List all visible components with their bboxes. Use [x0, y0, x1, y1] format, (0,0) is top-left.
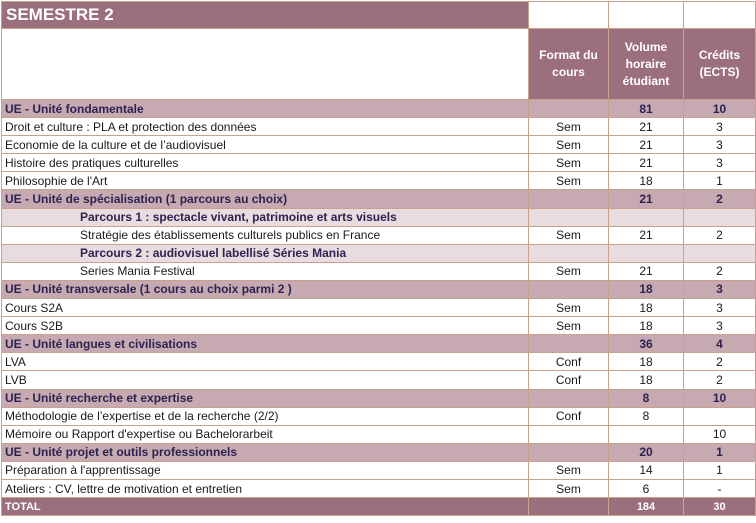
course-row: [2, 226, 756, 244]
row-volume: 20: [609, 443, 684, 461]
row-volume: 21: [609, 154, 684, 172]
row-label: UE - Unité de spécialisation (1 parcours au choix): [2, 190, 529, 208]
ue-row: [2, 100, 756, 118]
row-credits: 2: [684, 353, 756, 371]
row-format: Conf: [529, 371, 609, 389]
row-credits: 1: [684, 443, 756, 461]
course-row: [2, 262, 756, 280]
row-volume: 18: [609, 299, 684, 317]
row-format: Sem: [529, 461, 609, 479]
row-format: Sem: [529, 226, 609, 244]
row-label: Mémoire ou Rapport d'expertise ou Bachelorarbeit: [2, 425, 529, 443]
row-credits: [684, 208, 756, 226]
row-credits: 10: [684, 100, 756, 118]
course-row: [2, 136, 756, 154]
total-credits: 30: [684, 498, 756, 516]
total-format-cell: [529, 498, 609, 516]
row-volume: [609, 425, 684, 443]
row-credits: -: [684, 479, 756, 497]
row-credits: 2: [684, 190, 756, 208]
row-volume: 18: [609, 353, 684, 371]
row-label: LVA: [2, 353, 529, 371]
row-format: [529, 335, 609, 353]
course-row: [2, 172, 756, 190]
row-label: Ateliers : CV, lettre de motivation et entretien: [2, 479, 529, 497]
row-credits: [684, 244, 756, 262]
course-row: [2, 299, 756, 317]
header-blank-cell: [2, 29, 529, 100]
row-label: UE - Unité langues et civilisations: [2, 335, 529, 353]
row-format: Sem: [529, 317, 609, 335]
row-volume: 18: [609, 317, 684, 335]
row-volume: 18: [609, 280, 684, 298]
row-credits: 1: [684, 461, 756, 479]
row-label: Cours S2B: [2, 317, 529, 335]
row-credits: 3: [684, 118, 756, 136]
parcours-row: [2, 208, 756, 226]
row-volume: 18: [609, 371, 684, 389]
row-label: Méthodologie de l’expertise et de la recherche (2/2): [2, 407, 529, 425]
total-label: TOTAL: [2, 498, 529, 516]
total-row: [2, 498, 756, 516]
row-label: UE - Unité projet et outils professionnels: [2, 443, 529, 461]
row-label: Economie de la culture et de l’audiovisuel: [2, 136, 529, 154]
row-format: Sem: [529, 154, 609, 172]
row-credits: [684, 407, 756, 425]
semester-title: SEMESTRE 2: [2, 2, 529, 29]
ue-row: [2, 443, 756, 461]
row-credits: 3: [684, 154, 756, 172]
title-blank-cell: [609, 2, 684, 29]
row-volume: 81: [609, 100, 684, 118]
parcours-row: [2, 244, 756, 262]
row-format: Conf: [529, 353, 609, 371]
row-credits: 10: [684, 425, 756, 443]
row-label: Parcours 1 : spectacle vivant, patrimoine et arts visuels: [2, 208, 529, 226]
ue-row: [2, 389, 756, 407]
course-row: [2, 407, 756, 425]
row-label: UE - Unité recherche et expertise: [2, 389, 529, 407]
row-volume: 14: [609, 461, 684, 479]
title-row: [2, 2, 756, 29]
ue-row: [2, 190, 756, 208]
row-credits: 3: [684, 299, 756, 317]
course-row: [2, 317, 756, 335]
row-credits: 4: [684, 335, 756, 353]
row-format: [529, 443, 609, 461]
row-format: Sem: [529, 299, 609, 317]
course-row: [2, 461, 756, 479]
title-blank-cell: [684, 2, 756, 29]
row-volume: 21: [609, 136, 684, 154]
header-format: Format du cours: [529, 29, 609, 100]
header-row: [2, 29, 756, 100]
row-format: [529, 244, 609, 262]
header-volume: Volume horaire étudiant: [609, 29, 684, 100]
row-label: Cours S2A: [2, 299, 529, 317]
row-label: LVB: [2, 371, 529, 389]
course-row: [2, 479, 756, 497]
row-format: Sem: [529, 262, 609, 280]
row-volume: [609, 208, 684, 226]
row-credits: 3: [684, 317, 756, 335]
row-volume: 6: [609, 479, 684, 497]
row-volume: 8: [609, 389, 684, 407]
row-credits: 1: [684, 172, 756, 190]
row-label: Histoire des pratiques culturelles: [2, 154, 529, 172]
row-label: UE - Unité fondamentale: [2, 100, 529, 118]
row-credits: 3: [684, 280, 756, 298]
row-format: [529, 280, 609, 298]
row-format: [529, 208, 609, 226]
course-row: [2, 118, 756, 136]
ue-row: [2, 335, 756, 353]
row-format: Sem: [529, 136, 609, 154]
title-blank-cell: [529, 2, 609, 29]
course-row: [2, 353, 756, 371]
row-label: Préparation à l'apprentissage: [2, 461, 529, 479]
row-label: Stratégie des établissements culturels publics en France: [2, 226, 529, 244]
row-format: [529, 425, 609, 443]
row-volume: 21: [609, 226, 684, 244]
row-credits: 10: [684, 389, 756, 407]
row-label: Philosophie de l'Art: [2, 172, 529, 190]
row-credits: 2: [684, 262, 756, 280]
row-volume: 21: [609, 262, 684, 280]
total-volume: 184: [609, 498, 684, 516]
row-credits: 3: [684, 136, 756, 154]
row-volume: 18: [609, 172, 684, 190]
row-label: Series Mania Festival: [2, 262, 529, 280]
row-format: Conf: [529, 407, 609, 425]
semester-table: [1, 1, 756, 516]
course-row: [2, 425, 756, 443]
row-volume: 8: [609, 407, 684, 425]
ue-row: [2, 280, 756, 298]
row-volume: 21: [609, 190, 684, 208]
row-label: Parcours 2 : audiovisuel labellisé Séries Mania: [2, 244, 529, 262]
row-format: Sem: [529, 479, 609, 497]
row-volume: [609, 244, 684, 262]
row-format: [529, 100, 609, 118]
row-format: Sem: [529, 118, 609, 136]
row-format: [529, 190, 609, 208]
row-volume: 36: [609, 335, 684, 353]
row-credits: 2: [684, 371, 756, 389]
header-credits: Crédits (ECTS): [684, 29, 756, 100]
row-label: UE - Unité transversale (1 cours au choix parmi 2 ): [2, 280, 529, 298]
course-row: [2, 371, 756, 389]
row-credits: 2: [684, 226, 756, 244]
row-volume: 21: [609, 118, 684, 136]
row-format: Sem: [529, 172, 609, 190]
course-row: [2, 154, 756, 172]
row-format: [529, 389, 609, 407]
row-label: Droit et culture : PLA et protection des données: [2, 118, 529, 136]
